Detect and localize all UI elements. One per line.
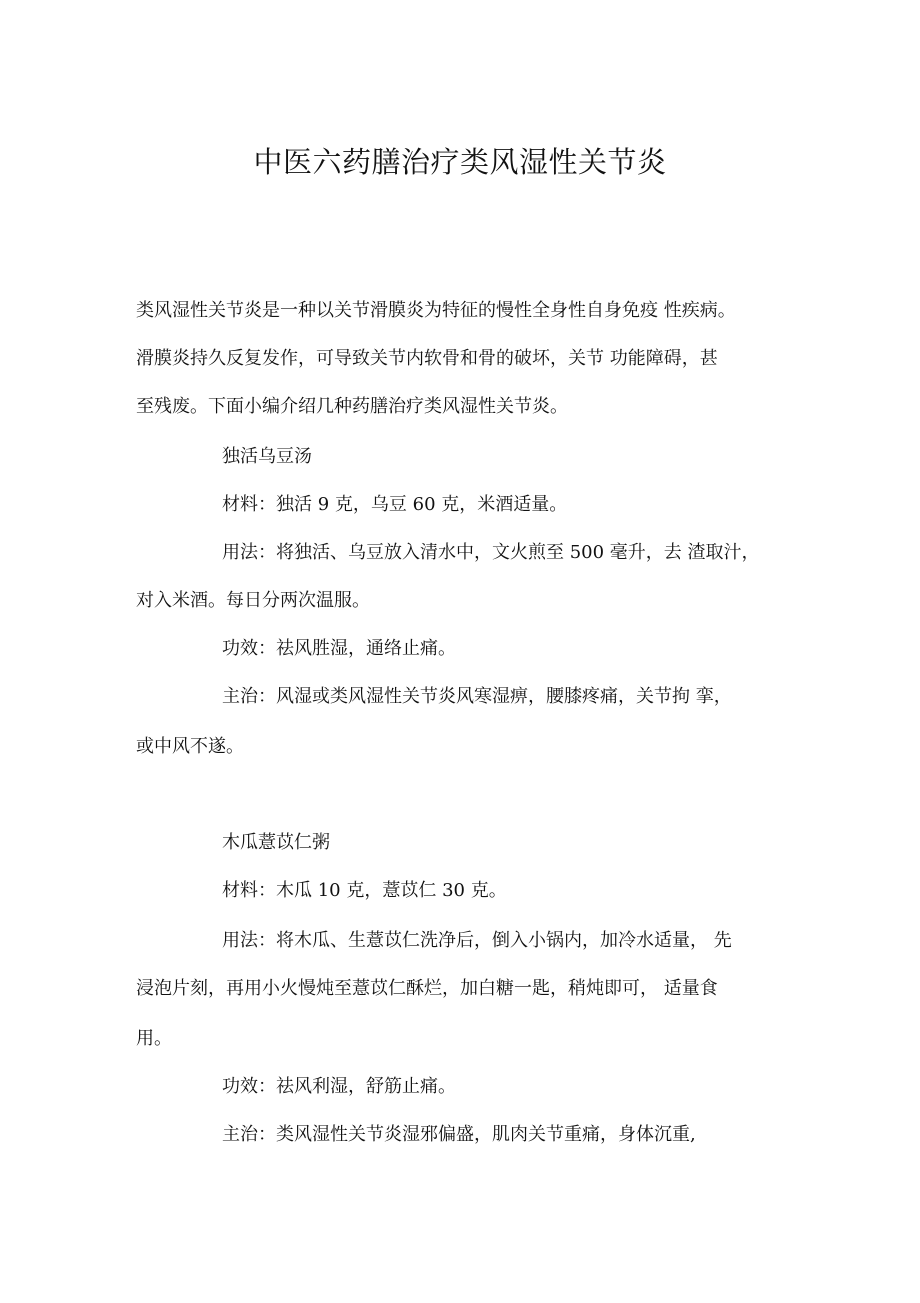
recipe2-effect: 功效：祛风利湿，舒筋止痛。 bbox=[222, 1076, 456, 1097]
intro-line-3: 至残废。下面小编介绍几种药膳治疗类风湿性关节炎。 bbox=[136, 396, 568, 417]
intro-line-1: 类风湿性关节炎是一种以关节滑膜炎为特征的慢性全身性自身免疫 性疾病。 bbox=[136, 300, 736, 321]
recipe1-indication-line-1: 主治：风湿或类风湿性关节炎风寒湿痹，腰膝疼痛，关节拘 挛， bbox=[222, 686, 732, 707]
recipe1-effect: 功效：祛风胜湿，通络止痛。 bbox=[222, 638, 456, 659]
recipe1-usage-line-1: 用法：将独活、乌豆放入清水中，文火煎至 500 毫升，去 渣取汁， bbox=[222, 542, 760, 563]
recipe2-usage-line-2: 浸泡片刻，再用小火慢炖至薏苡仁酥烂，加白糖一匙，稍炖即可， 适量食 bbox=[136, 978, 718, 999]
document-title: 中医六药膳治疗类风湿性关节炎 bbox=[253, 145, 667, 179]
recipe1-materials: 材料：独活 9 克，乌豆 60 克，米酒适量。 bbox=[222, 494, 568, 515]
recipe2-name: 木瓜薏苡仁粥 bbox=[222, 832, 330, 853]
recipe1-usage-line-2: 对入米酒。每日分两次温服。 bbox=[136, 590, 370, 611]
intro-line-2: 滑膜炎持久反复发作，可导致关节内软骨和骨的破坏，关节 功能障碍，甚 bbox=[136, 348, 718, 369]
recipe2-materials: 材料：木瓜 10 克，薏苡仁 30 克。 bbox=[222, 880, 507, 901]
recipe1-name: 独活乌豆汤 bbox=[222, 446, 312, 467]
recipe1-indication-line-2: 或中风不遂。 bbox=[136, 736, 244, 757]
recipe2-indication-line-1: 主治：类风湿性关节炎湿邪偏盛，肌肉关节重痛，身体沉重, bbox=[222, 1124, 696, 1145]
recipe2-usage-line-1: 用法：将木瓜、生薏苡仁洗净后，倒入小锅内，加冷水适量， 先 bbox=[222, 930, 732, 951]
recipe2-usage-line-3: 用。 bbox=[136, 1028, 172, 1049]
